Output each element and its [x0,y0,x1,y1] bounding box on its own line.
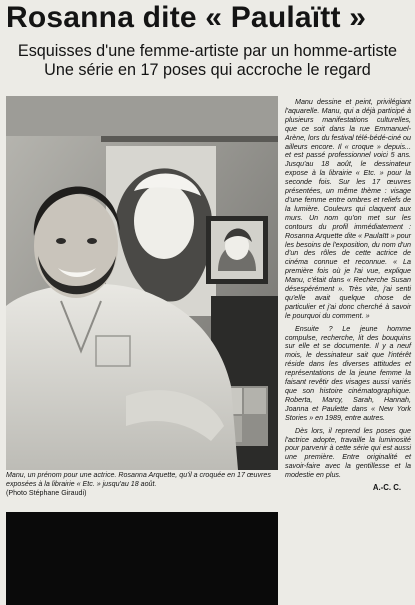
black-panel [6,512,278,605]
headline: Rosanna dite « Paulaïtt » [6,1,367,34]
photo-credit: (Photo Stéphane Giraudi) [6,489,87,498]
photo-illustration [6,96,278,470]
article-paragraph-1: Manu dessine et peint, privilégiant l'aquarelle. Manu, qui a déjà participé à plusieurs manifestations culturelles, que ce soit dans la rue Emmanuel-Arène, lors du festival télé-bédé-ciné ou ailleurs encore. Il « croque » depuis... et est passé professionnel voici 5 ans. Jusqu'au 18 août, le dessinateur expose à la librairie « Etc. » pour la seconde fois. Sur les 17 œuvres présentées, un même thème : visage d'une femme entre ombres et reliefs de la lumière. Couleurs qui claquent aux murs. Un nom qu'on met sur les contours du profil immédiatement : Rosanna Arquette dite « Paulaïtt » pour les besoins de l'exposition, du nom d'un d'un des rôles de cette actrice de cinéma connue et reconnue. « La première fois où je l'ai vue, explique Manu, c'était dans « Recherche Susan désespérément ». Très vite, j'ai senti qu'elle avait quelque chose de particulier et j'ai donc cherché à savoir le pourquoi du comment. » [285,98,411,320]
article-body [285,98,411,497]
caption-text: Manu, un prénom pour une actrice. Rosanna Arquette, qu'il a croquée en 17 œuvres exposées à la librairie « Etc. » jusqu'au 18 août. [6,471,271,489]
author-signature: A.-C. C. [372,483,401,493]
photo-caption [6,471,279,499]
subheadline-line-1: Esquisses d'une femme-artiste par un homme-artiste [17,42,398,60]
article-paragraph-3: Dès lors, il reprend les poses que l'actrice adopte, travaille la luminosité pour parvenir à cette série qui est aussi une première. Entre originalité et savoir-faire avec la gentillesse et la modestie en plus. [285,426,411,480]
article-paragraph-2: Ensuite ? Le jeune homme compulse, recherche, lit des bouquins sur elle et se documente. Il y a neuf mois, le dessinateur sait que l'intérêt réside dans les diverses attitudes et représentations de la jeune femme la faisant revêtir des visages aussi variés que son histoire cinématographique. Roberta, Marcy, Sarah, Hannah, Joanna et Paulette dans « New York Stories » en 1989, entre autres. [285,324,411,422]
article-photo [6,96,278,470]
subheadline-line-2: Une série en 17 poses qui accroche le regard [44,61,371,79]
